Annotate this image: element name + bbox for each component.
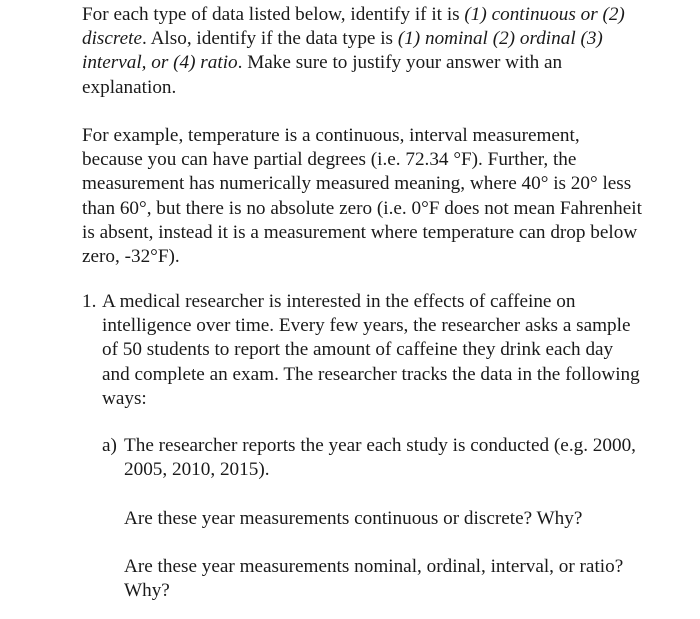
example-paragraph: For example, temperature is a continuous, interval measurement, because you can have partial degrees (i.e. 72.34 °F). Further, the measurement has numerically measured meaning, where 40° is 20° less than 60°, but there is no absolute zero (i.e. 0°F does not mean Fahrenheit is absent, instead it is a measurement where temperature can drop below zero, -32°F).: [82, 125, 642, 268]
question-1a-continuous-discrete-prompt: Are these year measurements continuous or discrete? Why?: [124, 508, 583, 529]
question-1a-text: The researcher reports the year each study is conducted (e.g. 2000, 2005, 2010, 2015).: [124, 435, 636, 481]
question-1a-label: a): [102, 435, 117, 456]
instructions-text-3: . Make sure to justify your answer with an explanation.: [82, 52, 563, 98]
question-1a-scale-prompt: Are these year measurements nominal, ordinal, interval, or ratio? Why?: [124, 556, 624, 602]
instructions-emphasis-continuous-discrete: (1) continuous or (2) discrete: [82, 4, 625, 50]
question-1: [82, 290, 642, 411]
instructions-text-1: For each type of data listed below, identify if it is: [82, 4, 465, 25]
instructions-emphasis-measurement-scales: (1) nominal (2) ordinal (3) interval, or (4) ratio: [82, 28, 603, 74]
instructions-paragraph: [82, 3, 642, 100]
instructions-text-2: . Also, identify if the data type is: [142, 28, 398, 50]
question-1-number: 1.: [82, 291, 97, 312]
question-1-text: A medical researcher is interested in the effects of caffeine on intelligence over time. Every few years, the researcher asks a sample of 50 students to report the amount of caffeine they drink each day and complete an exam. The researcher tracks the data in the following ways:: [102, 291, 640, 409]
question-1a: [102, 434, 642, 482]
